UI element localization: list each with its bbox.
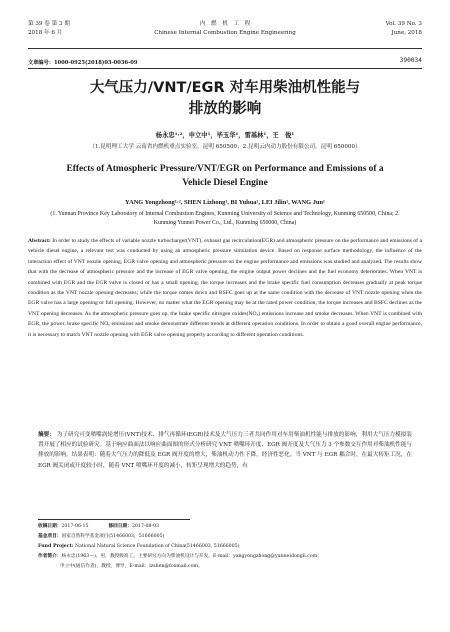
title-en-line1: Effects of Atmospheric Pressure/VNT/EGR on Performance and Emissions of a: [66, 164, 384, 174]
volume-issue: 第 39 卷 第 3 期: [28, 21, 70, 27]
fund-cn-label: 基金项目：: [38, 534, 62, 539]
author-info-label: 作者简介：: [38, 554, 62, 559]
author-list-en: YANG Yongzhong¹·², SHEN Lizhong¹, BI Yuhua¹, LEI Jilin¹, WANG Jun¹: [125, 199, 325, 206]
footnote-dates: [38, 523, 422, 531]
fund-en-label: Fund Project:: [38, 544, 74, 549]
footnote-rule: [38, 519, 190, 520]
issue-info-en: [386, 20, 422, 38]
fund-cn-text: 国家自然科学基金项目(51466003，51666005): [61, 534, 165, 539]
received-date: 2017-06-15: [61, 524, 89, 529]
document-number: 390034: [399, 57, 422, 64]
author-info-text: 杨永忠(1963—)，男，教授级高工，主要研究方向为柴油机设计与开发，E-mail：yangyongzhong@yunneidongli.com；: [61, 554, 322, 559]
issue-date-en: June, 2018: [391, 30, 422, 36]
issue-date: 2018 年 6 月: [28, 30, 63, 36]
footnote-fund-en: [38, 543, 422, 551]
footnote-corresponding: [60, 563, 422, 571]
fund-en-text: National Natural Science Foundation of China(51466003, 51666005): [75, 544, 240, 549]
journal-name-en: Chinese Internal Combustion Engine Engineering: [154, 30, 296, 36]
footnote-author: [38, 553, 422, 561]
abstract-en-text: In order to study the effects of variable nozzle turbocharger(VNT), exhaust gas recirculation(EGR) and atmospheric pressure on the performance and emissions of a vehicle diesel engine, a relevant test was conducted by using an atmospheric pressure simulation device. Based on response surface methodology, the influence of the interaction effect of VNT nozzle opening, EGR valve opening and atmospheric pressure on the engine performance and emissions was studied and analyzed. The results show that with the decrease of atmospheric pressure and the increase of EGR valve opening, the engine output power declines and the fuel economy deteriorates. When VNT is combined with EGR and the EGR valve is closed or has a small opening, the torque increases and the brake specific fuel consumption decreases gradually at peak torque condition as the VNT nozzle opening decreases; while the torque comes down and BSFC goes up at the same condition with the decrease of VNT nozzle opening when the EGR valve has a large opening or full opening. However, no matter what the EGR opening may be at the rated power condition, the torque increases and BSFC declines as the VNT opening decreases. As the atmospheric pressure goes up, the brake specific nitrogen oxides(NOₓ) emissions increase and smoke decreases. When VNT is combined with EGR, the power, brake specific NOₓ emissions and smoke demonstrate different trends at different operation conditions. In order to obtain a good overall engine performance, it is necessary to match VNT nozzle opening with EGR valve opening properly according to different operation conditions.: [28, 238, 422, 338]
author-list-cn: 杨永忠¹·²，申立中¹，毕玉华¹，雷基林¹，王 俊¹: [155, 132, 295, 139]
revised-date: 2017-08-03: [131, 524, 159, 529]
title-cn-line1: 大气压力/VNT/EGR 对车用柴油机性能与: [89, 80, 361, 96]
running-header: [28, 20, 422, 46]
header-rule: [28, 48, 422, 49]
article-number: 文章编号：1000-0925(2018)03-0036-09: [28, 60, 138, 66]
abstract-cn-text: 为了研究可变喷嘴涡轮增压(VNT)技术、排气再循环(EGR)技术及大气压力三者共同作用对车用柴油机性能与排放的影响，利用大气压力模拟装置开展了相应的试验研究。基于响应曲面法以响应曲面图的形式分析研究 VNT 喷嘴环开度、EGR 阀开度及大气压力 3 个参数交互作用对柴油机性能与排放的影响。结果表明：随着大气压力的降低及 EGR 阀开度的增大，柴油机动力性下降，经济性恶化。当 VNT 与 EGR 耦合时，在最大转矩工况，在 EGR 阀关闭或开度较小时，随着 VNT 喷嘴环开度的减小，转矩呈现增大的趋势，有: [38, 432, 412, 469]
volume-issue-en: Vol. 39 No. 3: [385, 21, 422, 27]
abstract-cn: [38, 430, 412, 471]
abstract-en: [28, 236, 422, 340]
affiliations-cn: （1.昆明理工大学 云南省内燃机重点实验室，昆明 650500；2.昆明云内动力股份有限公司，昆明 650000）: [89, 144, 361, 150]
footnote-fund-cn: [38, 533, 422, 541]
received-label: 收稿日期：: [38, 524, 62, 529]
journal-name-cn: 内 燃 机 工 程: [199, 21, 251, 27]
paper-title-cn: [28, 78, 422, 120]
affiliations-en: (1. Yunnan Province Key Laboratory of Internal Combustion Engines, Kunming University of Science and Technology, Kunming 650500, China; 2. Kunming Yunnei Power Co., Ltd., Kunming 650000, China): [50, 211, 400, 226]
paper-title-en: [42, 163, 408, 190]
title-cn-line2: 排放的影响: [188, 101, 262, 117]
abstract-en-label: Abstract:: [28, 238, 51, 244]
header-rule-2: [28, 68, 422, 69]
corresponding-author-text: 申立中(通信作者)，教授，博导，E-mail：lzshen@foxmail.com。: [60, 564, 203, 569]
title-en-line2: Vehicle Diesel Engine: [182, 177, 268, 188]
revised-label: 修回日期：: [108, 524, 132, 529]
abstract-cn-label: 摘要：: [38, 432, 55, 438]
journal-name: [28, 20, 422, 38]
